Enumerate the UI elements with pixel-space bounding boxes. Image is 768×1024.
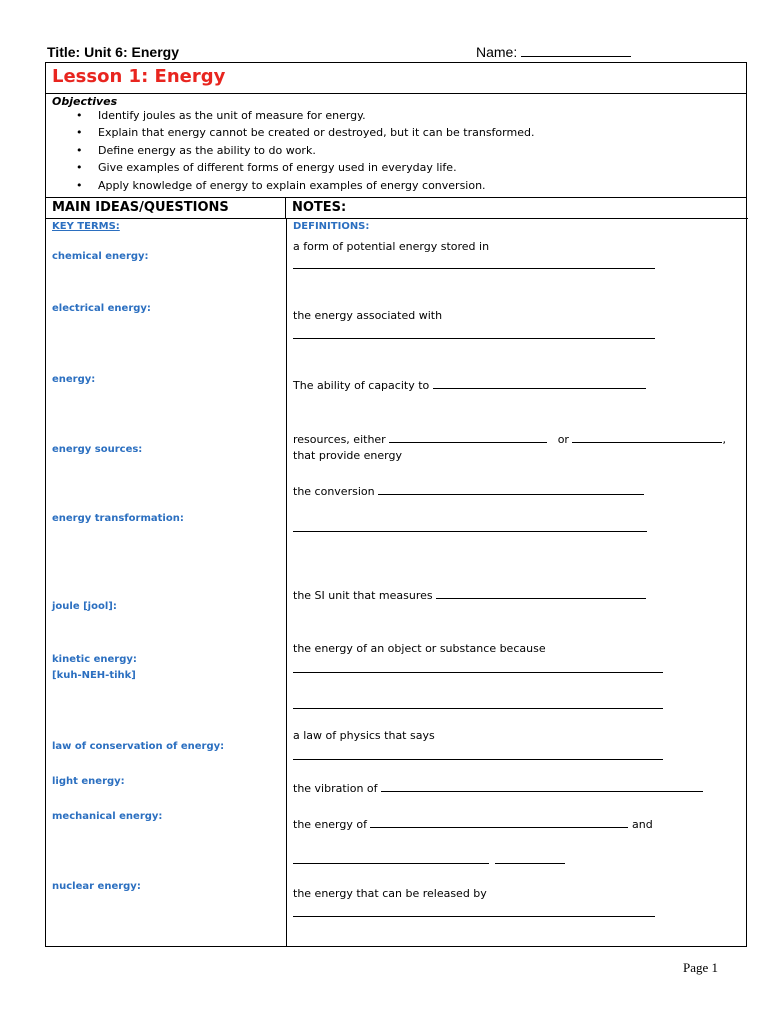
def-mechanical-energy-text: the energy of [293, 818, 367, 831]
term-kinetic-pronunciation: [kuh-NEH-tihk] [52, 670, 136, 681]
def-energy-sources-2: that provide energy [293, 449, 402, 462]
def-mechanical-energy-and: and [631, 818, 653, 831]
def-energy-sources-or: or [557, 433, 569, 446]
def-mechanical-energy [293, 817, 653, 831]
blank-mechanical-energy-a[interactable] [370, 817, 628, 828]
objectives-section [46, 93, 746, 198]
def-light-energy-text: the vibration of [293, 782, 378, 795]
def-energy-text: The ability of capacity to [293, 379, 430, 392]
page-number: Page 1 [683, 960, 719, 975]
term-chemical-energy: chemical energy: [52, 251, 149, 262]
def-kinetic-energy: the energy of an object or substance because [293, 642, 546, 655]
def-energy-sources-comma: , [722, 433, 726, 446]
term-energy: energy: [52, 374, 96, 385]
term-law-of-conservation: law of conservation of energy: [52, 741, 225, 752]
blank-nuclear-energy[interactable] [293, 916, 655, 917]
blank-energy-sources-a[interactable] [389, 432, 547, 443]
def-energy-sources-text: resources, either [293, 433, 386, 446]
objective-item: • Explain that energy cannot be created or destroyed, but it can be transformed. [76, 124, 534, 141]
def-energy [293, 378, 646, 392]
objective-item: • Apply knowledge of energy to explain examples of energy conversion. [76, 177, 534, 194]
blank-law-of-conservation[interactable] [293, 759, 663, 760]
blank-mechanical-energy-b[interactable] [293, 863, 489, 864]
def-electrical-energy: the energy associated with [293, 309, 443, 322]
term-mechanical-energy: mechanical energy: [52, 811, 163, 822]
lesson-title: Lesson 1: Energy [52, 66, 226, 87]
blank-energy-transformation-a[interactable] [378, 484, 644, 495]
term-light-energy: light energy: [52, 776, 125, 787]
term-electrical-energy: electrical energy: [52, 303, 151, 314]
objective-item: • Define energy as the ability to do work. [76, 142, 534, 159]
name-blank[interactable] [521, 44, 631, 57]
main-ideas-header: MAIN IDEAS/QUESTIONS [46, 197, 286, 219]
definitions-label: DEFINITIONS: [293, 221, 370, 232]
term-energy-transformation: energy transformation: [52, 513, 184, 524]
worksheet-title: Title: Unit 6: Energy [47, 44, 179, 60]
blank-energy[interactable] [433, 378, 646, 389]
objective-item: • Identify joules as the unit of measure for energy. [76, 107, 534, 124]
key-terms-label: KEY TERMS: [52, 221, 120, 232]
def-nuclear-energy: the energy that can be released by [293, 887, 487, 900]
def-energy-transformation-text: the conversion [293, 485, 375, 498]
blank-mechanical-energy-c[interactable] [495, 863, 565, 864]
column-divider [286, 219, 287, 946]
blank-light-energy[interactable] [381, 781, 703, 792]
lesson-header [46, 63, 746, 94]
term-kinetic-energy: kinetic energy: [52, 654, 137, 665]
term-energy-sources: energy sources: [52, 444, 143, 455]
name-label: Name: [476, 44, 518, 60]
term-nuclear-energy: nuclear energy: [52, 881, 141, 892]
def-law-of-conservation: a law of physics that says [293, 729, 435, 742]
objectives-list [76, 107, 534, 194]
def-energy-transformation [293, 484, 644, 498]
blank-chemical-energy[interactable] [293, 268, 655, 269]
def-joule [293, 588, 646, 602]
notes-header: NOTES: [286, 197, 748, 219]
def-light-energy [293, 781, 703, 795]
objective-item: • Give examples of different forms of energy used in everyday life. [76, 159, 534, 176]
blank-energy-transformation-b[interactable] [293, 531, 647, 532]
blank-joule[interactable] [436, 588, 646, 599]
name-field[interactable] [476, 44, 631, 60]
def-joule-text: the SI unit that measures [293, 589, 433, 602]
blank-electrical-energy[interactable] [293, 338, 655, 339]
def-chemical-energy: a form of potential energy stored in [293, 240, 490, 253]
notes-table [45, 62, 747, 947]
objectives-heading: Objectives [52, 95, 118, 108]
blank-energy-sources-b[interactable] [572, 432, 722, 443]
blank-kinetic-energy-a[interactable] [293, 672, 663, 673]
blank-kinetic-energy-b[interactable] [293, 708, 663, 709]
term-joule: joule [jool]: [52, 601, 117, 612]
def-energy-sources [293, 432, 726, 446]
